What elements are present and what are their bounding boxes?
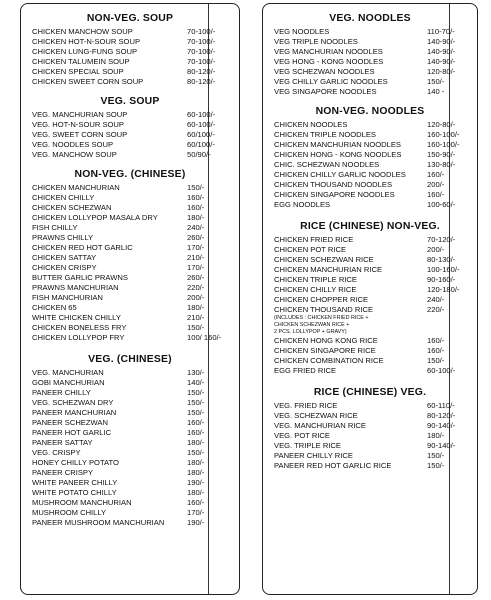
menu-item [21,77,239,87]
item-name: CHICKEN MANCHOW SOUP [32,27,133,36]
item-name: PANEER CHILLY [32,388,91,397]
item-name: CHICKEN HOT-N-SOUR SOUP [32,37,141,46]
menu-item [21,478,239,488]
item-name: CHICKEN LOLLYPOP MASALA DRY [32,213,158,222]
menu-item [21,243,239,253]
item-name: VEG. FRIED RICE [274,401,338,410]
menu-item [21,408,239,418]
menu-item [263,27,477,37]
item-name: CHICKEN TALUMEIN SOUP [32,57,130,66]
item-name: CHICKEN CHILLY [32,193,95,202]
menu-item [263,441,477,451]
section-heading: NON-VEG. NOODLES [315,106,425,117]
menu-item [263,37,477,47]
item-price: 180/- [187,303,205,312]
item-price: 260/- [187,273,205,282]
menu-item [21,67,239,77]
menu-item [21,140,239,150]
section-heading: VEG. NOODLES [329,13,411,24]
item-price: 140/- [187,378,205,387]
item-name: CHICKEN COMBINATION RICE [274,356,384,365]
menu-item [263,346,477,356]
menu-item [21,233,239,243]
item-price: 200/- [427,245,445,254]
menu-item [263,57,477,67]
section-gap [21,343,239,351]
item-price: 120-80/- [427,67,456,76]
item-name: PRAWNS MANCHURIAN [32,283,119,292]
item-price: 160/- [427,346,445,355]
item-price: 220/- [187,283,205,292]
item-price: 150/- [427,461,445,470]
item-name: CHICKEN SCHEZWAN RICE [274,255,374,264]
menu-item [21,57,239,67]
item-price: 80-130/- [427,255,456,264]
item-price: 150/- [427,77,445,86]
menu-item [21,498,239,508]
item-name: CHICKEN BONELESS FRY [32,323,127,332]
menu-item [21,263,239,273]
item-name: CHICKEN FRIED RICE [274,235,354,244]
item-price: 90-140/- [427,421,456,430]
item-price: 80-120/- [427,411,456,420]
item-price: 130-80/- [427,160,456,169]
item-name: PANEER MANCHURIAN [32,408,117,417]
menu-item [21,323,239,333]
item-price: 110-70/- [427,27,455,36]
item-price: 70-100/- [187,57,216,66]
item-price: 150/- [187,388,205,397]
item-name: CHICKEN RED HOT GARLIC [32,243,133,252]
menu-item [263,180,477,190]
menu-item [21,253,239,263]
menu-item [263,77,477,87]
note-text: (INCLUDES : CHICKEN FRIED RICE + [274,315,369,321]
menu-item [263,451,477,461]
item-name: CHICKEN LOLLYPOP FRY [32,333,125,342]
item-price: 90-140/- [427,441,456,450]
menu-panel-right [262,3,478,595]
item-price: 210/- [187,313,205,322]
item-price: 130/- [187,368,205,377]
item-name: VEG. SWEET CORN SOUP [32,130,128,139]
item-name: EGG NOODLES [274,200,331,209]
item-name: VEG NOODLES [274,27,330,36]
item-name: CHICKEN SATTAY [32,253,97,262]
item-name: PANEER CHILLY RICE [274,451,353,460]
menu-item [21,120,239,130]
item-price: 90-160/- [427,275,456,284]
item-price: 60-100/- [187,120,216,129]
item-name: CHICKEN MANCHURIAN [32,183,120,192]
item-price: 60-100/- [427,366,456,375]
item-name: WHITE PANEER CHILLY [32,478,118,487]
item-price: 100/ 160/- [187,333,222,342]
menu-item [263,336,477,346]
item-price: 160/- [187,418,205,427]
item-name: FISH CHILLY [32,223,78,232]
menu-item [21,27,239,37]
item-name: CHICKEN TRIPLE NOODLES [274,130,376,139]
item-price: 190/- [187,518,205,527]
menu-item [263,461,477,471]
item-price: 150/- [427,451,445,460]
item-name: CHICKEN CRISPY [32,263,97,272]
item-price: 160/- [427,170,445,179]
note-text: CHICKEN SCHEZWAN RICE + [274,322,350,328]
menu-item [263,275,477,285]
item-name: WHITE CHICKEN CHILLY [32,313,121,322]
menu-item [21,418,239,428]
item-price: 60-100/- [187,110,216,119]
menu-panel-left [20,3,240,595]
menu-item [263,305,477,315]
menu-item [21,203,239,213]
menu-item [21,458,239,468]
menu-item [263,366,477,376]
menu-item [21,378,239,388]
item-price: 140-90/- [427,47,456,56]
item-price: 70-120/- [427,235,456,244]
item-name: CHIC. SCHEZWAN NOODLES [274,160,380,169]
item-name: WHITE POTATO CHILLY [32,488,117,497]
item-name: VEG MANCHURIAN NOODLES [274,47,383,56]
menu-item [21,150,239,160]
item-price: 60/100/- [187,140,215,149]
menu-item [263,120,477,130]
item-name: PANEER MUSHROOM MANCHURIAN [32,518,165,527]
menu-item [263,255,477,265]
menu-item [21,488,239,498]
item-price: 200/- [427,180,445,189]
menu-item [263,295,477,305]
item-name: VEG. POT RICE [274,431,330,440]
item-name: CHICKEN CHILLY GARLIC NOODLES [274,170,406,179]
item-name: CHICKEN POT RICE [274,245,347,254]
menu-item [21,130,239,140]
item-price: 140-90/- [427,57,456,66]
left-menu-content [21,10,239,528]
item-price: 70-100/- [187,27,216,36]
item-price: 160-100/- [427,140,460,149]
item-price: 70-100/- [187,37,216,46]
item-price: 150/- [187,408,205,417]
section-heading: NON-VEG. SOUP [86,13,174,24]
item-price: 160/- [187,193,205,202]
item-price: 150/- [187,398,205,407]
menu-item [263,150,477,160]
item-price: 80-120/- [187,77,216,86]
menu-item [21,193,239,203]
item-price: 120-80/- [427,120,456,129]
menu-item [263,170,477,180]
menu-item [263,87,477,97]
item-name: CHICKEN THOUSAND RICE [274,305,374,314]
item-price: 240/- [187,223,205,232]
menu-item [21,438,239,448]
item-price: 180/- [187,488,205,497]
menu-item [263,285,477,295]
item-name: CHICKEN SPECIAL SOUP [32,67,124,76]
item-price: 150-90/- [427,150,456,159]
item-price: 140-90/- [427,37,456,46]
item-price: 180/- [427,431,445,440]
item-price: 240/- [427,295,445,304]
section-heading: RICE (CHINESE) NON-VEG. [300,221,440,232]
item-name: CHICKEN LUNG-FUNG SOUP [32,47,138,56]
item-price: 160/- [187,498,205,507]
item-name: HONEY CHILLY POTATO [32,458,119,467]
item-name: CHICKEN MANCHURIAN RICE [274,265,383,274]
item-name: VEG HONG - KONG NOODLES [274,57,384,66]
item-name: VEG. SCHEZWAN DRY [32,398,114,407]
item-name: CHICKEN SINGAPORE NOODLES [274,190,395,199]
menu-item [21,223,239,233]
item-name: CHICKEN HONG KONG RICE [274,336,378,345]
section-heading: RICE (CHINESE) VEG. [313,387,427,398]
item-name: VEG SINGAPORE NOODLES [274,87,377,96]
menu-item [21,468,239,478]
item-price: 60-110/- [427,401,455,410]
menu-item [263,265,477,275]
item-name: PANEER CRISPY [32,468,94,477]
item-price: 160-100/- [427,130,460,139]
item-name: VEG. MANCHOW SOUP [32,150,117,159]
item-price: 180/- [187,458,205,467]
menu-item [263,356,477,366]
item-price: 170/- [187,243,205,252]
menu-item [263,140,477,150]
menu-item [263,200,477,210]
item-name: PANEER SCHEZWAN [32,418,108,427]
item-price: 180/- [187,438,205,447]
item-note [263,322,477,329]
item-name: VEG. TRIPLE RICE [274,441,341,450]
item-name: PRAWNS CHILLY [32,233,94,242]
note-text: 2 PCS. LOLLYPOP + GRAVY) [274,329,347,335]
item-name: GOBI MANCHURIAN [32,378,105,387]
item-name: VEG. MANCHURIAN RICE [274,421,366,430]
item-price: 200/- [187,293,205,302]
item-name: VEG. SCHEZWAN RICE [274,411,358,420]
menu-item [263,67,477,77]
item-price: 70-100/- [187,47,216,56]
item-name: CHICKEN SWEET CORN SOUP [32,77,144,86]
section-heading: VEG. (CHINESE) [88,354,172,365]
menu-item [21,388,239,398]
item-price: 160/- [427,336,445,345]
item-name: VEG CHILLY GARLIC NOODLES [274,77,388,86]
item-price: 160/- [427,190,445,199]
item-price: 260/- [187,233,205,242]
item-price: 80-120/- [187,67,216,76]
section-gap [263,376,477,384]
menu-item [263,47,477,57]
item-name: EGG FRIED RICE [274,366,337,375]
item-price: 150/- [187,183,205,192]
item-name: CHICKEN SINGAPORE RICE [274,346,376,355]
menu-item [21,283,239,293]
menu-item [21,313,239,323]
item-price: 190/- [187,478,205,487]
item-name: BUTTER GARLIC PRAWNS [32,273,128,282]
item-name: CHICKEN CHILLY RICE [274,285,357,294]
item-name: CHICKEN MANCHURIAN NOODLES [274,140,401,149]
menu-item [21,303,239,313]
item-price: 150/- [427,356,445,365]
item-name: CHICKEN SCHEZWAN [32,203,112,212]
item-price: 120-180/- [427,285,460,294]
item-price: 150/- [187,323,205,332]
menu-item [21,183,239,193]
item-name: CHICKEN TRIPLE RICE [274,275,357,284]
menu-item [21,213,239,223]
menu-item [21,273,239,283]
menu-item [263,130,477,140]
menu-item [263,411,477,421]
item-price: 160/- [187,203,205,212]
menu-item [263,245,477,255]
item-price: 160/- [187,428,205,437]
item-name: VEG. NOODLES SOUP [32,140,114,149]
menu-item [21,110,239,120]
item-price: 170/- [187,263,205,272]
item-name: MUSHROOM CHILLY [32,508,107,517]
item-note [263,315,477,322]
item-price: 180/- [187,213,205,222]
menu-item [21,518,239,528]
item-price: 100-60/- [427,200,456,209]
menu-item [21,508,239,518]
section-heading: NON-VEG. (CHINESE) [74,169,186,180]
menu-item [21,368,239,378]
item-name: CHICKEN CHOPPER RICE [274,295,369,304]
menu-item [21,293,239,303]
item-name: PANEER SATTAY [32,438,93,447]
menu-item [21,398,239,408]
menu-item [263,431,477,441]
item-price: 220/- [427,305,445,314]
menu-item [263,401,477,411]
menu-item [263,235,477,245]
item-name: CHICKEN HONG - KONG NOODLES [274,150,402,159]
item-name: CHICKEN NOODLES [274,120,348,129]
item-name: VEG. MANCHURIAN SOUP [32,110,128,119]
item-price: 60/100/- [187,130,215,139]
item-note [263,329,477,336]
item-name: VEG. MANCHURIAN [32,368,104,377]
item-price: 210/- [187,253,205,262]
right-menu-content [263,10,477,471]
item-price: 180/- [187,468,205,477]
item-name: MUSHROOM MANCHURIAN [32,498,132,507]
menu-item [263,160,477,170]
item-name: PANEER RED HOT GARLIC RICE [274,461,392,470]
item-name: CHICKEN THOUSAND NOODLES [274,180,393,189]
menu-item [21,47,239,57]
item-price: 170/- [187,508,205,517]
menu-item [263,190,477,200]
menu-item [21,428,239,438]
menu-item [21,37,239,47]
menu-item [21,333,239,343]
item-name: VEG. CRISPY [32,448,81,457]
item-name: VEG SCHEZWAN NOODLES [274,67,375,76]
item-name: VEG. HOT-N-SOUR SOUP [32,120,124,129]
item-name: PANEER HOT GARLIC [32,428,112,437]
item-price: 150/- [187,448,205,457]
item-name: FISH MANCHURIAN [32,293,103,302]
menu-item [21,448,239,458]
item-price: 100-160/- [427,265,460,274]
item-price: 140 - [427,87,445,96]
item-price: 50/90/- [187,150,211,159]
menu-item [263,421,477,431]
item-name: VEG TRIPLE NOODLES [274,37,358,46]
item-name: CHICKEN 65 [32,303,77,312]
section-heading: VEG. SOUP [100,96,160,107]
section-gap [263,210,477,218]
